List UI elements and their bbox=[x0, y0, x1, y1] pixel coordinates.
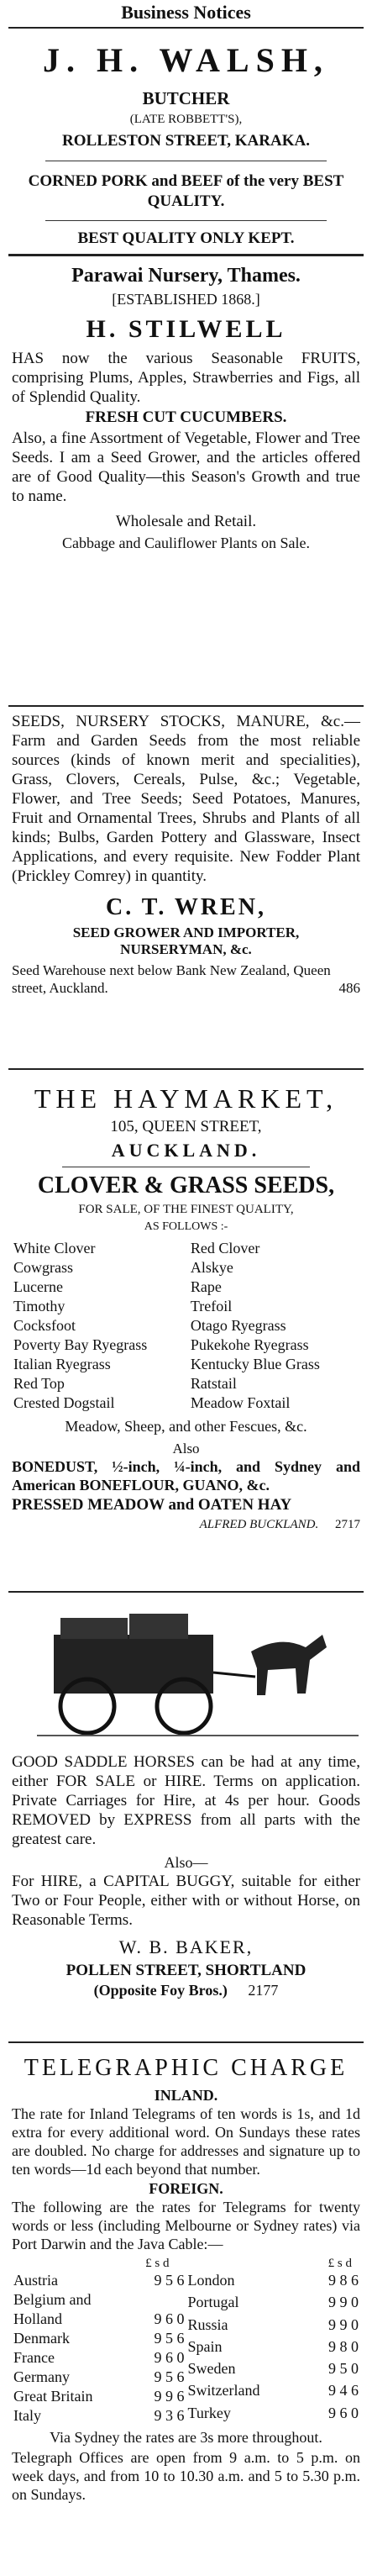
haymarket-num: 2717 bbox=[335, 1518, 360, 1531]
stilwell-body4: Wholesale and Retail. bbox=[115, 513, 257, 530]
rate-value: 9 3 6 bbox=[154, 2407, 185, 2424]
rate-row bbox=[186, 2293, 361, 2315]
haymarket-street: 105, QUEEN STREET, bbox=[110, 1118, 262, 1135]
haymarket-sig: ALFRED BUCKLAND. bbox=[199, 1518, 319, 1531]
rate-row bbox=[186, 2359, 361, 2381]
currency-right: £ s d bbox=[327, 2257, 352, 2270]
rate-value: 9 9 0 bbox=[328, 2294, 359, 2311]
wren-title1: SEED GROWER AND IMPORTER, bbox=[72, 925, 300, 940]
wren-address-text: Seed Warehouse next below Bank New Zealand, Queen street, Auckland. bbox=[12, 962, 331, 996]
rate-country: Spain bbox=[187, 2337, 223, 2355]
seed-right: Meadow Foxtail bbox=[190, 1394, 291, 1411]
seed-row bbox=[12, 1374, 360, 1393]
seed-row bbox=[12, 1239, 360, 1258]
seed-left: White Clover bbox=[13, 1240, 96, 1256]
ad-wren bbox=[0, 712, 372, 1065]
rate-country: Russia bbox=[187, 2315, 228, 2333]
walsh-line1: CORNED PORK and BEEF of the very BEST QUALITY. bbox=[28, 172, 344, 210]
baker-num: 2177 bbox=[248, 1982, 279, 1999]
wren-num: 486 bbox=[338, 980, 360, 996]
walsh-trade: BUTCHER bbox=[142, 88, 230, 108]
seed-row bbox=[12, 1258, 360, 1277]
rate-row bbox=[186, 2337, 361, 2359]
divider bbox=[8, 2041, 364, 2043]
seed-row bbox=[12, 1355, 360, 1374]
rate-value: 9 5 0 bbox=[328, 2360, 359, 2378]
divider bbox=[8, 1591, 364, 1593]
baker-also: Also— bbox=[164, 1854, 208, 1871]
stilwell-body2: FRESH CUT CUCUMBERS. bbox=[85, 408, 287, 426]
rate-country: Great Britain bbox=[13, 2388, 93, 2405]
stilwell-body5: Cabbage and Cauliflower Plants on Sale. bbox=[62, 535, 310, 551]
haymarket-also: Also bbox=[172, 1441, 200, 1457]
rate-value: 9 9 0 bbox=[328, 2315, 359, 2333]
haymarket-line3: PRESSED MEADOW and OATEN HAY bbox=[12, 1496, 292, 1514]
rates-table bbox=[12, 2271, 360, 2426]
telegraph-hours: Telegraph Offices are open from 9 a.m. to 5 p.m. on week days, and from 10 to 10.30 a.m. and 5 to 5.30 p.m. on Sundays. bbox=[12, 2449, 360, 2503]
stilwell-body3: Also, a fine Assortment of Vegetable, Flower and Tree Seeds. I am a Seed Grower, and the articles offered are of Good Quality—this Season's Growth and true to name. bbox=[12, 429, 360, 505]
seed-right: Otago Ryegrass bbox=[190, 1317, 286, 1334]
ad-baker bbox=[0, 1601, 372, 2038]
seed-right: Rape bbox=[190, 1278, 222, 1295]
seed-left: Cocksfoot bbox=[13, 1317, 76, 1334]
haymarket-title: THE HAYMARKET, bbox=[34, 1083, 338, 1114]
wren-title2: NURSERYMAN, &c. bbox=[120, 941, 252, 957]
rate-row bbox=[12, 2348, 186, 2368]
currency-left: £ s d bbox=[145, 2257, 170, 2270]
stilwell-title: Parawai Nursery, Thames. bbox=[71, 265, 301, 287]
seed-row bbox=[12, 1277, 360, 1297]
stilwell-name: H. STILWELL bbox=[86, 315, 286, 343]
rate-row bbox=[186, 2381, 361, 2403]
baker-opp: (Opposite Foy Bros.) bbox=[93, 1982, 228, 1999]
seed-left: Cowgrass bbox=[13, 1259, 73, 1276]
seed-row bbox=[12, 1316, 360, 1335]
rate-country: London bbox=[187, 2272, 235, 2289]
wren-address bbox=[12, 961, 360, 997]
haymarket-sig-row bbox=[12, 1518, 360, 1532]
haymarket-as-follows: AS FOLLOWS :- bbox=[144, 1220, 228, 1233]
rate-value: 9 5 6 bbox=[154, 2330, 185, 2347]
rate-row bbox=[186, 2404, 361, 2426]
rate-country: Sweden bbox=[187, 2360, 236, 2378]
seed-left: Timothy bbox=[13, 1298, 65, 1314]
rate-country: Portugal bbox=[187, 2294, 239, 2311]
rate-value: 9 4 6 bbox=[328, 2382, 359, 2400]
divider bbox=[45, 220, 327, 221]
rate-value: 9 6 0 bbox=[154, 2349, 185, 2366]
haymarket-line2: BONEDUST, ½-inch, ¼-inch, and Sydney and American BONEFLOUR, GUANO, &c. bbox=[12, 1458, 360, 1493]
ad-telegraph bbox=[0, 2055, 372, 2559]
ad-walsh bbox=[0, 40, 372, 250]
rate-value: 9 5 6 bbox=[154, 2272, 185, 2289]
rate-row bbox=[186, 2271, 361, 2293]
telegraph-inland: INLAND. bbox=[154, 2087, 218, 2104]
rate-row bbox=[186, 2315, 361, 2337]
walsh-late: (LATE ROBBETT'S), bbox=[129, 113, 243, 126]
divider bbox=[8, 705, 364, 707]
rates-right bbox=[186, 2271, 361, 2426]
baker-body2: For HIRE, a CAPITAL BUGGY, suitable for either Two or Four People, either with or without Horse, on Reasonable Terms. bbox=[12, 1873, 360, 1929]
rate-value: 9 8 0 bbox=[328, 2337, 359, 2355]
rate-country: Germany bbox=[13, 2368, 70, 2385]
divider bbox=[8, 27, 364, 29]
rate-country: Italy bbox=[13, 2407, 41, 2424]
seed-left: Crested Dogstail bbox=[13, 1394, 115, 1411]
ad-haymarket bbox=[0, 1083, 372, 1588]
seed-left: Poverty Bay Ryegrass bbox=[13, 1336, 148, 1353]
rate-value: 9 9 6 bbox=[154, 2388, 185, 2405]
rate-country: Holland bbox=[13, 2310, 62, 2327]
rate-value: 9 6 0 bbox=[328, 2404, 359, 2421]
rate-row bbox=[12, 2271, 186, 2290]
seed-right: Pukekohe Ryegrass bbox=[190, 1336, 309, 1353]
telegraph-foreign: FOREIGN. bbox=[149, 2180, 223, 2197]
haymarket-line1: Meadow, Sheep, and other Fescues, &c. bbox=[65, 1418, 307, 1435]
currency-row bbox=[12, 2257, 360, 2271]
rate-row bbox=[12, 2387, 186, 2406]
rate-value: 9 5 6 bbox=[154, 2368, 185, 2385]
seed-right: Ratstail bbox=[190, 1375, 237, 1392]
walsh-address: ROLLESTON STREET, KARAKA. bbox=[62, 132, 310, 150]
seed-left: Red Top bbox=[13, 1375, 65, 1392]
rate-country: Belgium and bbox=[13, 2291, 92, 2308]
seed-row bbox=[12, 1393, 360, 1413]
stilwell-est: [ESTABLISHED 1868.] bbox=[112, 291, 260, 308]
rates-left bbox=[12, 2271, 186, 2426]
baker-name: W. B. BAKER, bbox=[118, 1936, 254, 1957]
telegraph-foreign-body: The following are the rates for Telegrams for twenty words or less (including Melbourne or Sydney rates) via Port Darwin and the Java Cable:— bbox=[12, 2199, 360, 2252]
seed-right: Alskye bbox=[190, 1259, 233, 1276]
telegraph-inland-body: The rate for Inland Telegrams of ten words is 1s, and 1d extra for every additional word. On Sundays these rates are doubled. No charge for addresses and signature up to ten words—1d each beyond that number. bbox=[12, 2105, 360, 2178]
haymarket-sub: FOR SALE, OF THE FINEST QUALITY, bbox=[78, 1203, 294, 1216]
haymarket-headline: CLOVER & GRASS SEEDS, bbox=[37, 1172, 335, 1198]
baker-street: POLLEN STREET, SHORTLAND bbox=[65, 1962, 307, 1979]
haymarket-city: AUCKLAND. bbox=[111, 1140, 261, 1161]
rate-country: Turkey bbox=[187, 2404, 231, 2421]
seed-right: Kentucky Blue Grass bbox=[190, 1356, 320, 1372]
rate-row bbox=[12, 2290, 186, 2310]
rate-row bbox=[12, 2329, 186, 2348]
wren-name: C. T. WREN, bbox=[106, 894, 266, 920]
rate-country: Austria bbox=[13, 2272, 58, 2289]
rate-value: 9 6 0 bbox=[154, 2310, 185, 2327]
rate-country: Denmark bbox=[13, 2330, 70, 2347]
baker-body: GOOD SADDLE HORSES can be had at any time, either FOR SALE or HIRE. Terms on application. Private Carriages for Hire, at 4s per hour. Goods REMOVED by EXPRESS from all parts with the greatest care. bbox=[12, 1753, 360, 1848]
stilwell-body1: HAS now the various Seasonable FRUITS, comprising Plums, Apples, Strawberries and Figs, all of Splendid Quality. bbox=[12, 350, 360, 406]
ad-stilwell bbox=[0, 265, 372, 702]
walsh-line2: BEST QUALITY ONLY KEPT. bbox=[77, 229, 295, 247]
carriage-illustration bbox=[37, 1601, 335, 1744]
seed-right: Red Clover bbox=[190, 1240, 260, 1256]
divider bbox=[8, 1068, 364, 1070]
seed-left: Italian Ryegrass bbox=[13, 1356, 111, 1372]
telegraph-via: Via Sydney the rates are 3s more throughout. bbox=[50, 2429, 322, 2446]
telegraph-title: TELEGRAPHIC CHARGE bbox=[24, 2055, 348, 2081]
rate-row bbox=[12, 2310, 186, 2329]
wren-body: SEEDS, NURSERY STOCKS, MANURE, &c.—Farm and Garden Seeds from the most reliable sources (kinds of known merit and specialities), Grass, Clovers, Cereals, Pulse, &c.; Vegetable, Flower, and Tree Seeds; Seed Potatoes, Manures, Fruit and Ornamental Trees, Shrubs and Plants of all kinds; Bulbs, Garden Pottery and Glassware, Insect Applications, and every requisite. New Fodder Plant (Prickley Comrey) in quantity. bbox=[12, 713, 360, 885]
seed-row bbox=[12, 1297, 360, 1316]
rate-value bbox=[136, 2290, 186, 2310]
baker-opp-row bbox=[12, 1982, 360, 1999]
carriage-icon bbox=[37, 1601, 359, 1744]
divider bbox=[8, 254, 364, 256]
walsh-name: J. H. WALSH, bbox=[43, 41, 329, 79]
rate-row bbox=[12, 2406, 186, 2426]
section-header: Business Notices bbox=[121, 2, 251, 23]
seed-right: Trefoil bbox=[190, 1298, 233, 1314]
rate-country: France bbox=[13, 2349, 55, 2366]
rate-row bbox=[12, 2368, 186, 2387]
rate-country: Switzerland bbox=[187, 2382, 260, 2400]
rate-value: 9 8 6 bbox=[328, 2272, 359, 2289]
seed-list bbox=[12, 1239, 360, 1413]
seed-row bbox=[12, 1335, 360, 1355]
seed-left: Lucerne bbox=[13, 1278, 63, 1295]
